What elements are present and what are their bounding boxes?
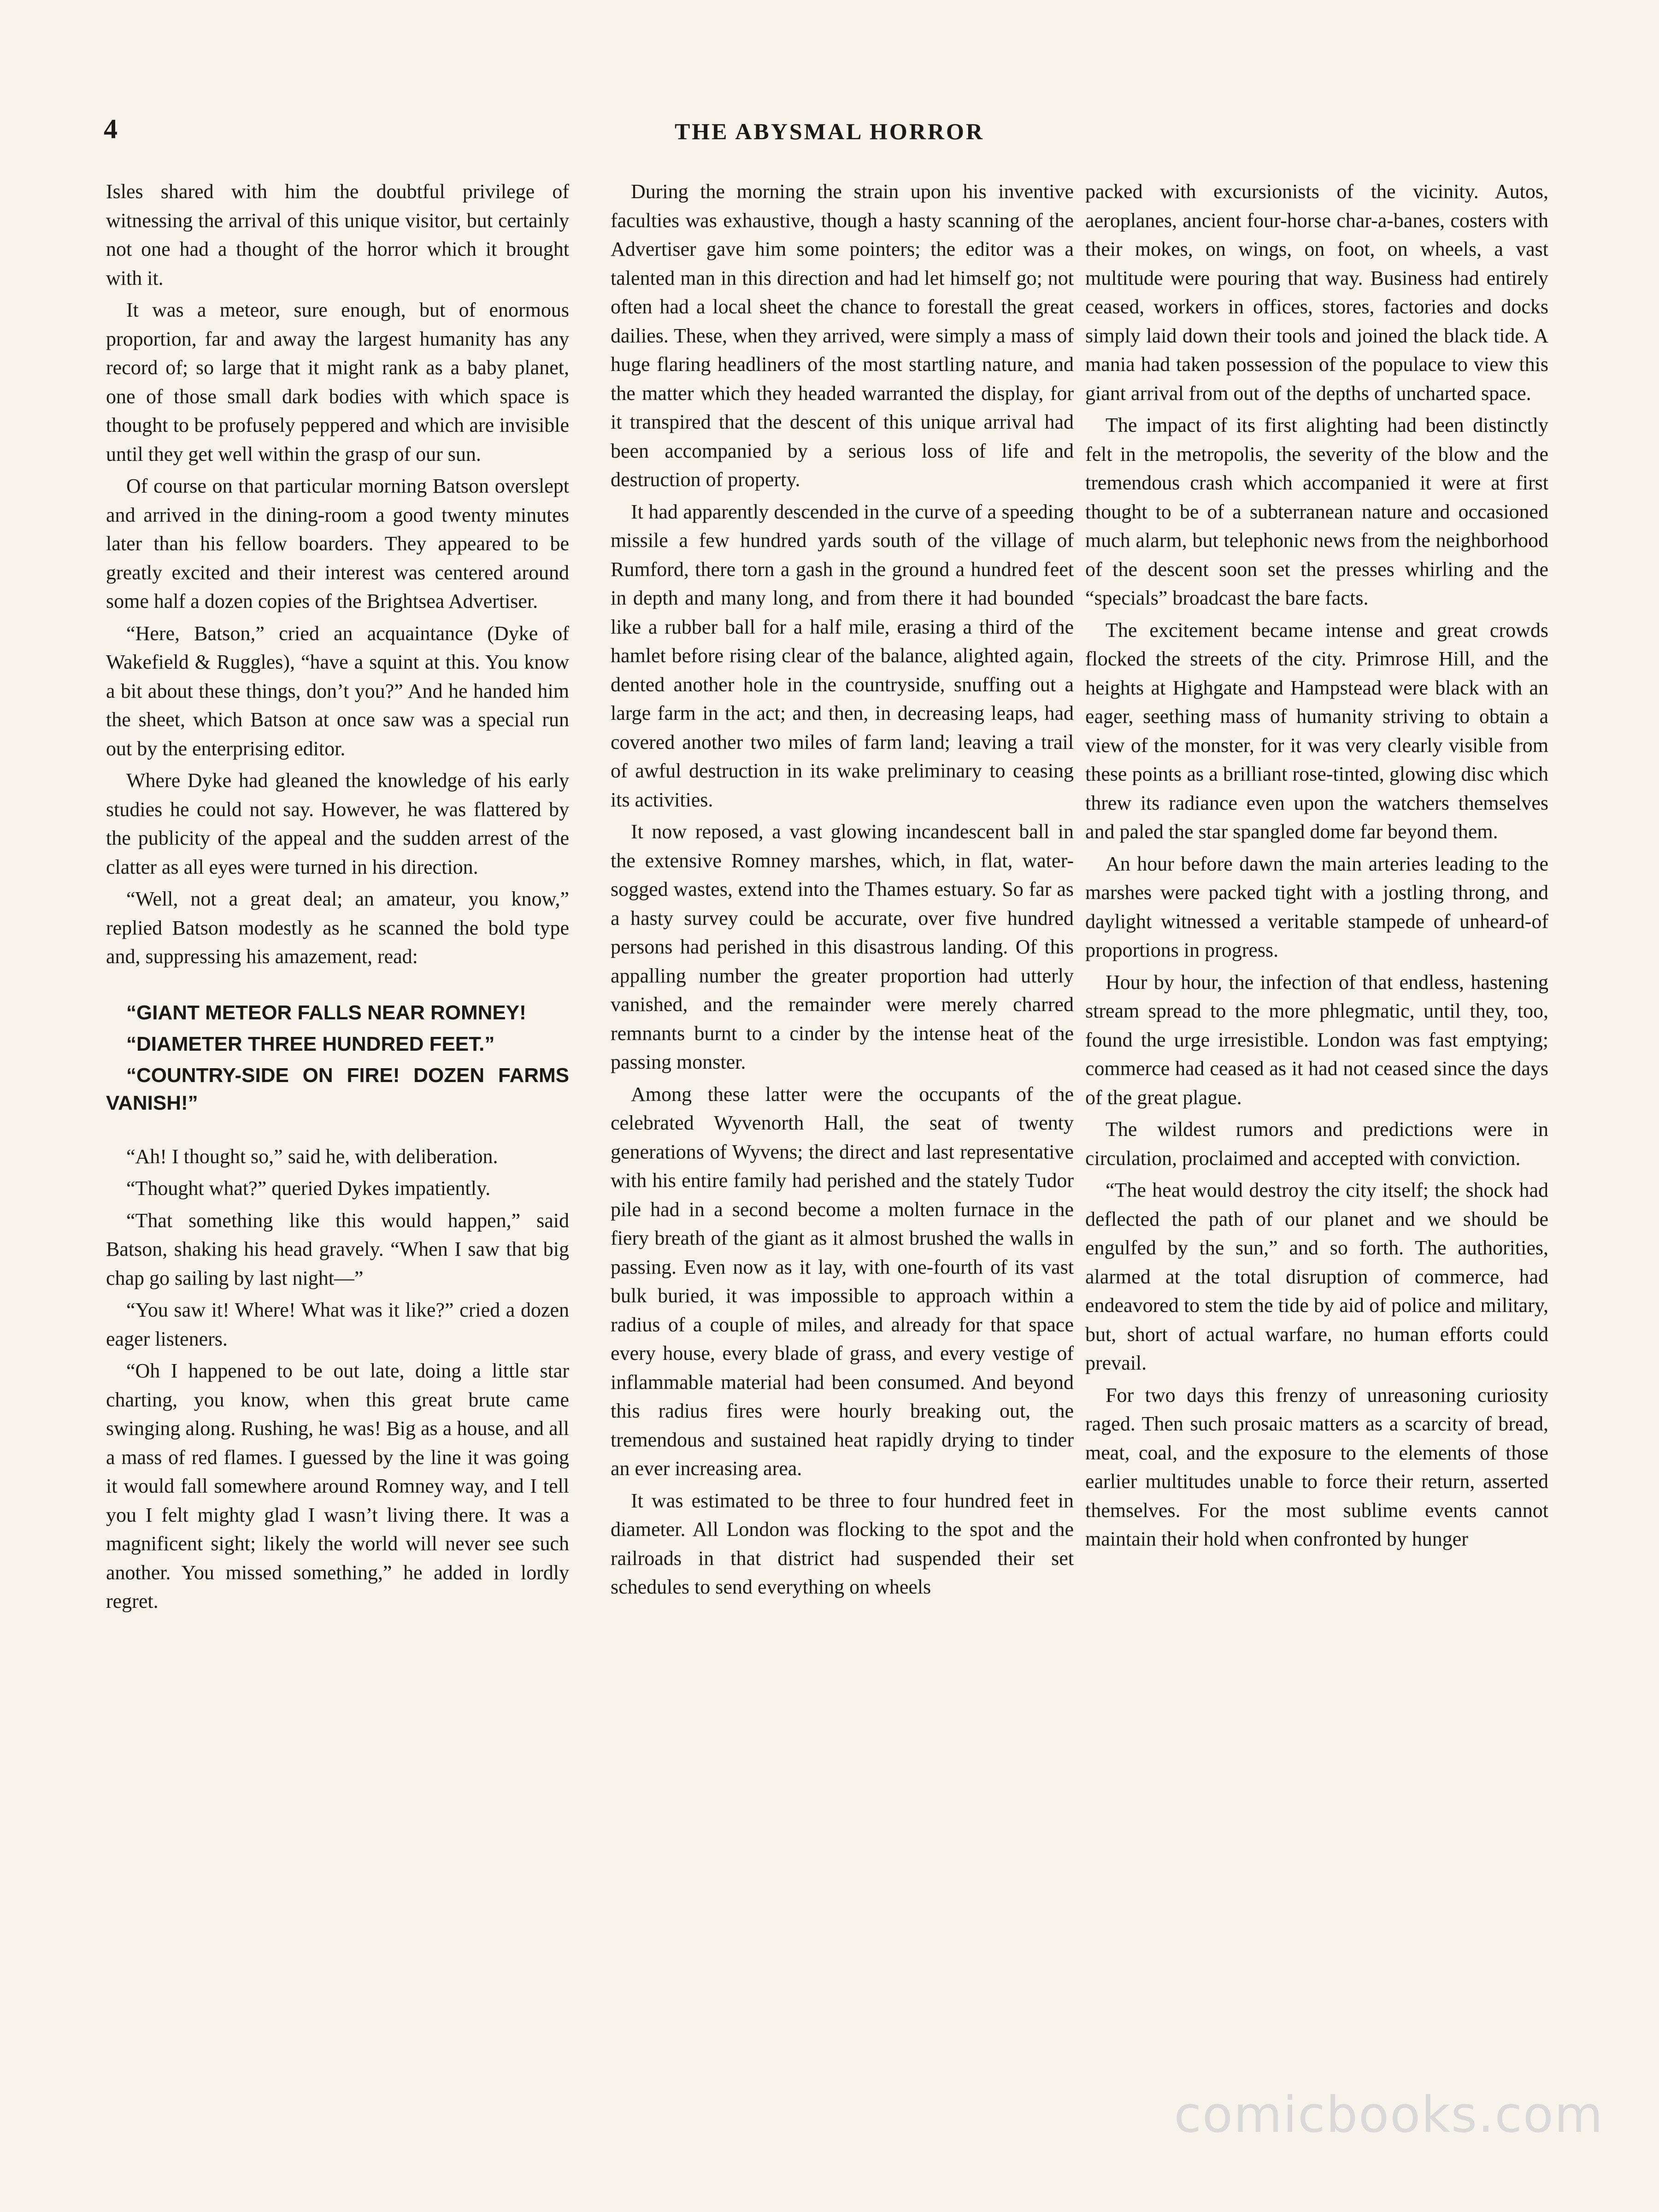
headline: “GIANT METEOR FALLS NEAR ROMNEY! (126, 1001, 526, 1024)
paragraph: Among these latter were the occupants of the celebrated Wyvenorth Hall, the seat of twenty generations of Wyvens; the direct and last representative with his entire family had perished and the stately Tudor pile had in a second become a molten furnace in the fiery breath of the giant as it almost brushed the walls in passing. Even now as it lay, with one-fourth of its vast bulk buried, it was impossible to approach within a radius of a couple of miles, and already for that space every house, every blade of grass, and every vestige of inflammable material had been consumed. And beyond this radius fires were hourly breaking out, the tremendous and sustained heat rapidly drying to tinder an ever increasing area. (611, 1082, 1074, 1480)
paragraph: Hour by hour, the infection of that endless, hastening stream spread to the more phlegmatic, until they, too, found the urge irresistible. London was fast emptying; commerce had ceased as it had not ceased since the days of the great plague. (1085, 971, 1548, 1109)
page-number: 4 (104, 114, 118, 144)
paragraph: Where Dyke had gleaned the knowledge of his early studies he could not say. However, he was flattered by the publicity of the appeal and the sudden arrest of the clatter as all eyes were turned in his direction. (106, 769, 569, 878)
paragraph: “Ah! I thought so,” said he, with deliberation. (126, 1145, 498, 1168)
paragraph: For two days this frenzy of unreasoning curiosity raged. Then such prosaic matters as a scarcity of bread, meat, coal, and the exposure to the elements of those earlier multitudes unable to force their return, asserted themselves. For the most sublime events cannot maintain their hold when confronted by hunger (1085, 1383, 1548, 1550)
paragraph: It had apparently descended in the curve of a speeding missile a few hundred yards south of the village of Rumford, there torn a gash in the ground a hundred feet in depth and many long, and from there it had bounded like a rubber ball for a half mile, erasing a third of the hamlet before rising clear of the balance, alighted again, dented another hole in the countryside, snuffing out a large farm in the act; and then, in decreasing leaps, had covered another two miles of farm land; leaving a trail of awful destruction in its wake preliminary to ceasing its activities. (611, 500, 1074, 811)
running-head: THE ABYSMAL HORROR (674, 118, 985, 144)
paragraph: “Here, Batson,” cried an acquaintance (Dyke of Wakefield & Ruggles), “have a squint at this. You know a bit about these things, don’t you?” And he handed him the sheet, which Batson at once saw was a special run out by the enterprising editor. (106, 622, 569, 760)
text-column-2 (611, 177, 1074, 1605)
paragraph: “That something like this would happen,” said Batson, shaking his head gravely. “When I saw that big chap go sailing by last night—” (106, 1209, 569, 1289)
paragraph: “You saw it! Where! What was it like?” cried a dozen eager listeners. (106, 1299, 569, 1350)
newspaper-headlines (106, 999, 569, 1117)
paragraph: It now reposed, a vast glowing incandescent ball in the extensive Romney marshes, which, in flat, water-sogged wastes, extend into the Thames estuary. So far as a hasty survey could be accurate, over five hundred persons had perished in this disastrous landing. Of this appalling number the greater proportion had utterly vanished, and the remainder were merely charred remnants burnt to a cinder by the intense heat of the passing monster. (611, 820, 1074, 1073)
site-watermark: comicbooks.com (1174, 2086, 1604, 2144)
paragraph: “The heat would destroy the city itself; the shock had deflected the path of our planet and we should be engulfed by the sun,” and so forth. The authorities, alarmed at the total disruption of commerce, had endeavored to stem the tide by aid of police and military, but, short of actual warfare, no human efforts could prevail. (1085, 1179, 1548, 1374)
paragraph: The impact of its first alighting had been distinctly felt in the metropolis, the severity of the blow and the tremendous crash which accompanied it were at first thought to be of a subterranean nature and occasioned much alarm, but telephonic news from the neighborhood of the descent soon set the presses whirling and the “specials” broadcast the bare facts. (1085, 414, 1548, 609)
paragraph: Isles shared with him the doubtful privilege of witnessing the arrival of this unique visitor, but certainly not one had a thought of the horror which it brought with it. (106, 180, 569, 289)
paragraph: packed with excursionists of the vicinity. Autos, aeroplanes, ancient four-horse char-a-banes, costers with their mokes, on wings, on foot, on wheels, a vast multitude were pouring that way. Business had entirely ceased, workers in offices, stores, factories and docks simply laid down their tools and joined the black tide. A mania had taken possession of the populace to view this giant arrival from out of the depths of uncharted space. (1085, 180, 1548, 405)
paragraph: The wildest rumors and predictions were in circulation, proclaimed and accepted with conviction. (1085, 1118, 1548, 1170)
paragraph: It was estimated to be three to four hundred feet in diameter. All London was flocking to the spot and the railroads in that district had suspended their set schedules to send everything on wheels (611, 1489, 1074, 1598)
paragraph: An hour before dawn the main arteries leading to the marshes were packed tight with a jostling throng, and daylight witnessed a veritable stampede of unheard-of proportions in progress. (1085, 852, 1548, 961)
paragraph: Of course on that particular morning Batson overslept and arrived in the dining-room a good twenty minutes later than his fellow boarders. They appeared to be greatly excited and their interest was centered around some half a dozen copies of the Brightsea Advertiser. (106, 475, 569, 612)
text-column-3 (1085, 177, 1548, 1557)
paragraph: “Oh I happened to be out late, doing a little star charting, you know, when this great brute came swinging along. Rushing, he was! Big as a house, and all a mass of red flames. I guessed by the line it was going it would fall somewhere around Romney way, and I tell you I felt mighty glad I wasn’t living there. It was a magnificent sight; likely the world will never see such another. You missed something,” he added in lordly regret. (106, 1359, 569, 1612)
paragraph: During the morning the strain upon his inventive faculties was exhaustive, though a hasty scanning of the Advertiser gave him some pointers; the editor was a talented man in this direction and had let himself go; not often had a local sheet the chance to forestall the great dailies. These, when they arrived, were simply a mass of huge flaring headliners of the most startling nature, and the matter which they headed warranted the display, for it transpired that the descent of this unique arrival had been accompanied by a serious loss of life and destruction of property. (611, 180, 1074, 491)
paragraph: The excitement became intense and great crowds flocked the streets of the city. Primrose Hill, and the heights at Highgate and Hampstead were black with an eager, seething mass of humanity striving to obtain a view of the monster, for it was very clearly visible from these points as a brilliant rose-tinted, glowing disc which threw its radiance even upon the watchers themselves and paled the star spangled dome far beyond them. (1085, 618, 1548, 843)
headline: “COUNTRY-SIDE ON FIRE! DOZEN FARMS VANISH!” (106, 1064, 569, 1114)
paragraph: It was a meteor, sure enough, but of enormous proportion, far and away the largest humanity has any record of; so large that it might rank as a baby planet, one of those small dark bodies with which space is thought to be profusely peppered and which are invisible until they get well within the grasp of our sun. (106, 299, 569, 465)
text-column-1 (106, 177, 569, 1619)
headline: “DIAMETER THREE HUNDRED FEET.” (126, 1032, 495, 1055)
paragraph: “Thought what?” queried Dykes impatiently. (126, 1177, 491, 1200)
paragraph: “Well, not a great deal; an amateur, you know,” replied Batson modestly as he scanned the bold type and, suppressing his amazement, read: (106, 888, 569, 968)
